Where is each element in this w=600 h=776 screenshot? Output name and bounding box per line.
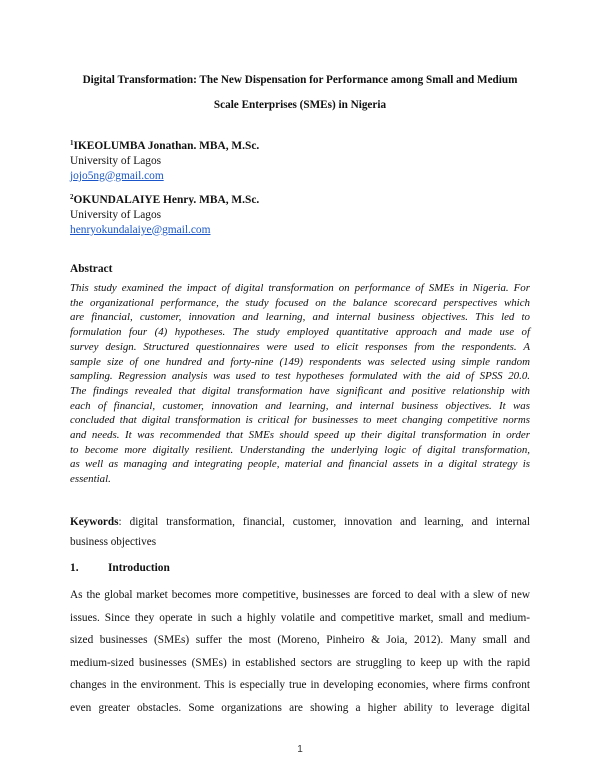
author-affiliation: University of Lagos (70, 208, 162, 221)
author-name-text: OKUNDALAIYE Henry. MBA, M.Sc. (73, 194, 260, 206)
author-superscript: 1 (70, 139, 74, 147)
abstract-line: each of financial, customer, innovation and learning, and internal business objectives. It was (70, 399, 530, 412)
abstract-heading: Abstract (70, 263, 113, 275)
abstract-line: This study examined the impact of digital transformation on performance of SMEs in Nigeria. For (70, 282, 530, 294)
abstract-line: formulation four (4) hypotheses. The study employed quantitative approach and made use of (70, 326, 530, 339)
author-superscript: 2 (70, 193, 74, 201)
body-line: medium-sized businesses (SMEs) in established sectors are struggling to keep up with the rapid (70, 656, 530, 669)
abstract-line: and needs. It was recommended that SMEs should speed up their digital transformation in order (70, 429, 530, 442)
abstract-line: survey design. Structured questionnaires were used to elicit responses from the respondents. A (70, 340, 530, 353)
body-line: even greater obstacles. Some organizations are showing a higher ability to leverage digital (70, 701, 530, 714)
introduction-text (70, 584, 530, 719)
author-email-link[interactable]: henryokundalaiye@gmail.com (70, 223, 211, 236)
author-name-text: IKEOLUMBA Jonathan. MBA, M.Sc. (73, 140, 260, 152)
abstract-line: sampling. Regression analysis was used to test hypotheses formulated with the aid of SPSS 20.0. (70, 370, 530, 383)
body-line: issues. Since they operate in such a highly volatile and competitive market, small and medium- (70, 611, 530, 624)
section-title: Introduction (108, 562, 170, 574)
abstract-line: are financial, customer, innovation and learning, and internal business objectives. This led to (70, 311, 530, 324)
section-number: 1. (70, 562, 79, 574)
body-line: As the global market becomes more competitive, businesses are forced to deal with a slew of new (70, 589, 530, 601)
abstract-line: the organizational performance, the study focused on the balance scorecard perspectives which (70, 296, 530, 309)
author-name (70, 139, 259, 154)
author-name (70, 193, 259, 208)
abstract-line: The findings revealed that digital transformation have significant and positive relationship with (70, 384, 530, 397)
page-number: 1 (297, 744, 303, 755)
keywords-text: : digital transformation, financial, customer, innovation and learning, and internal (118, 516, 530, 528)
author-block-1 (70, 139, 259, 183)
abstract-line: concluded that digital transformation is critical for businesses to meet changing competitive norms (70, 414, 530, 427)
abstract-line: sample size of one hundred and forty-nine (149) respondents was selected using simple random (70, 355, 530, 368)
abstract-line: essential. (70, 473, 111, 486)
title-line: Scale Enterprises (SMEs) in Nigeria (213, 99, 387, 111)
abstract-text (70, 281, 530, 487)
body-line: changes in the environment. This is especially true in developing economies, where firms confront (70, 679, 530, 691)
keywords-line (70, 513, 530, 533)
section-heading (70, 562, 170, 574)
author-affiliation: University of Lagos (70, 154, 162, 167)
keywords-block (70, 513, 530, 552)
abstract-line: as well as managing and integrating people, material and financial assets in a digital strategy is (70, 458, 530, 471)
body-line: sized businesses (SMEs) suffer the most (Moreno, Pinheiro & Joia, 2012). Many small and (70, 634, 530, 646)
title-line: Digital Transformation: The New Dispensation for Performance among Small and Medium (82, 74, 518, 86)
paper-title (60, 68, 540, 118)
abstract-line: to become more digitally resilient. Understanding the underlying logic of digital transformation, (70, 443, 530, 456)
keywords-label: Keywords (70, 516, 119, 528)
author-email-link[interactable]: jojo5ng@gmail.com (70, 169, 164, 182)
keywords-line: business objectives (70, 535, 157, 548)
author-block-2 (70, 193, 259, 237)
